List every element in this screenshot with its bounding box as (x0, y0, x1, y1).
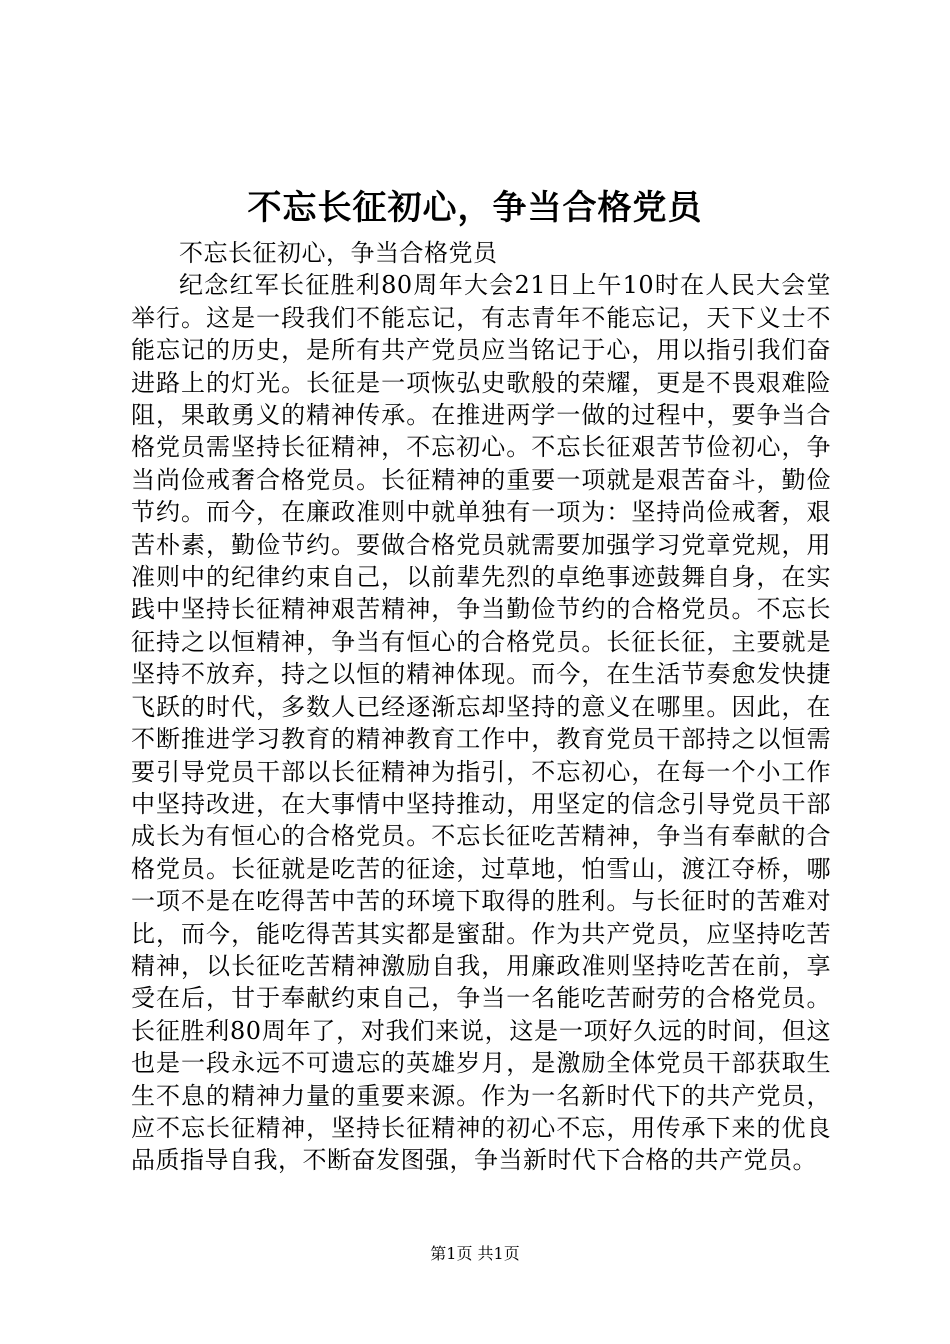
page-footer: 第1页 共1页 (430, 1244, 520, 1263)
subtitle-paragraph: 不忘长征初心，争当合格党员 (179, 239, 498, 267)
body-paragraph: 纪念红军长征胜利80周年大会21日上午10时在人民大会堂举行。这是一段我们不能忘记，有志青年不能忘记，天下义士不能忘记的历史，是所有共产党员应当铭记于心，用以指引我们奋进路上的灯光。长征是一项恢弘史歌般的荣耀，更是不畏艰难险阻，果敢勇义的精神传承。在推进两学一做的过程中，要争当合格党员需坚持长征精神，不忘初心。不忘长征艰苦节俭初心，争当尚俭戒奢合格党员。长征精神的重要一项就是艰苦奋斗，勤俭节约。而今，在廉政准则中就单独有一项为：坚持尚俭戒奢，艰苦朴素，勤俭节约。要做合格党员就需要加强学习党章党规，用准则中的纪律约束自己，以前辈先烈的卓绝事迹鼓舞自身，在实践中坚持长征精神艰苦精神，争当勤俭节约的合格党员。不忘长征持之以恒精神，争当有恒心的合格党员。长征长征，主要就是坚持不放弃，持之以恒的精神体现。而今，在生活节奏愈发快捷飞跃的时代，多数人已经逐渐忘却坚持的意义在哪里。因此，在不断推进学习教育的精神教育工作中，教育党员干部持之以恒需要引导党员干部以长征精神为指引，不忘初心，在每一个小工作中坚持改进，在大事情中坚持推动，用坚定的信念引导党员干部成长为有恒心的合格党员。不忘长征吃苦精神，争当有奉献的合格党员。长征就是吃苦的征途，过草地，怕雪山，渡江夺桥，哪一项不是在吃得苦中苦的环境下取得的胜利。与长征时的苦难对比，而今，能吃得苦其实都是蜜甜。作为共产党员，应坚持吃苦精神，以长征吃苦精神激励自我，用廉政准则坚持吃苦在前，享受在后，甘于奉献约束自己，争当一名能吃苦耐劳的合格党员。长征胜利80周年了，对我们来说，这是一项好久远的时间，但这也是一段永远不可遗忘的英雄岁月，是激励全体党员干部获取生生不息的精神力量的重要来源。作为一名新时代下的共产党员，应不忘长征精神，坚持长征精神的初心不忘，用传承下来的优良品质指导自我，不断奋发图强，争当新时代下合格的共产党员。 (131, 271, 831, 1175)
document-body (131, 237, 831, 1177)
document-title: 不忘长征初心，争当合格党员 (247, 188, 703, 228)
